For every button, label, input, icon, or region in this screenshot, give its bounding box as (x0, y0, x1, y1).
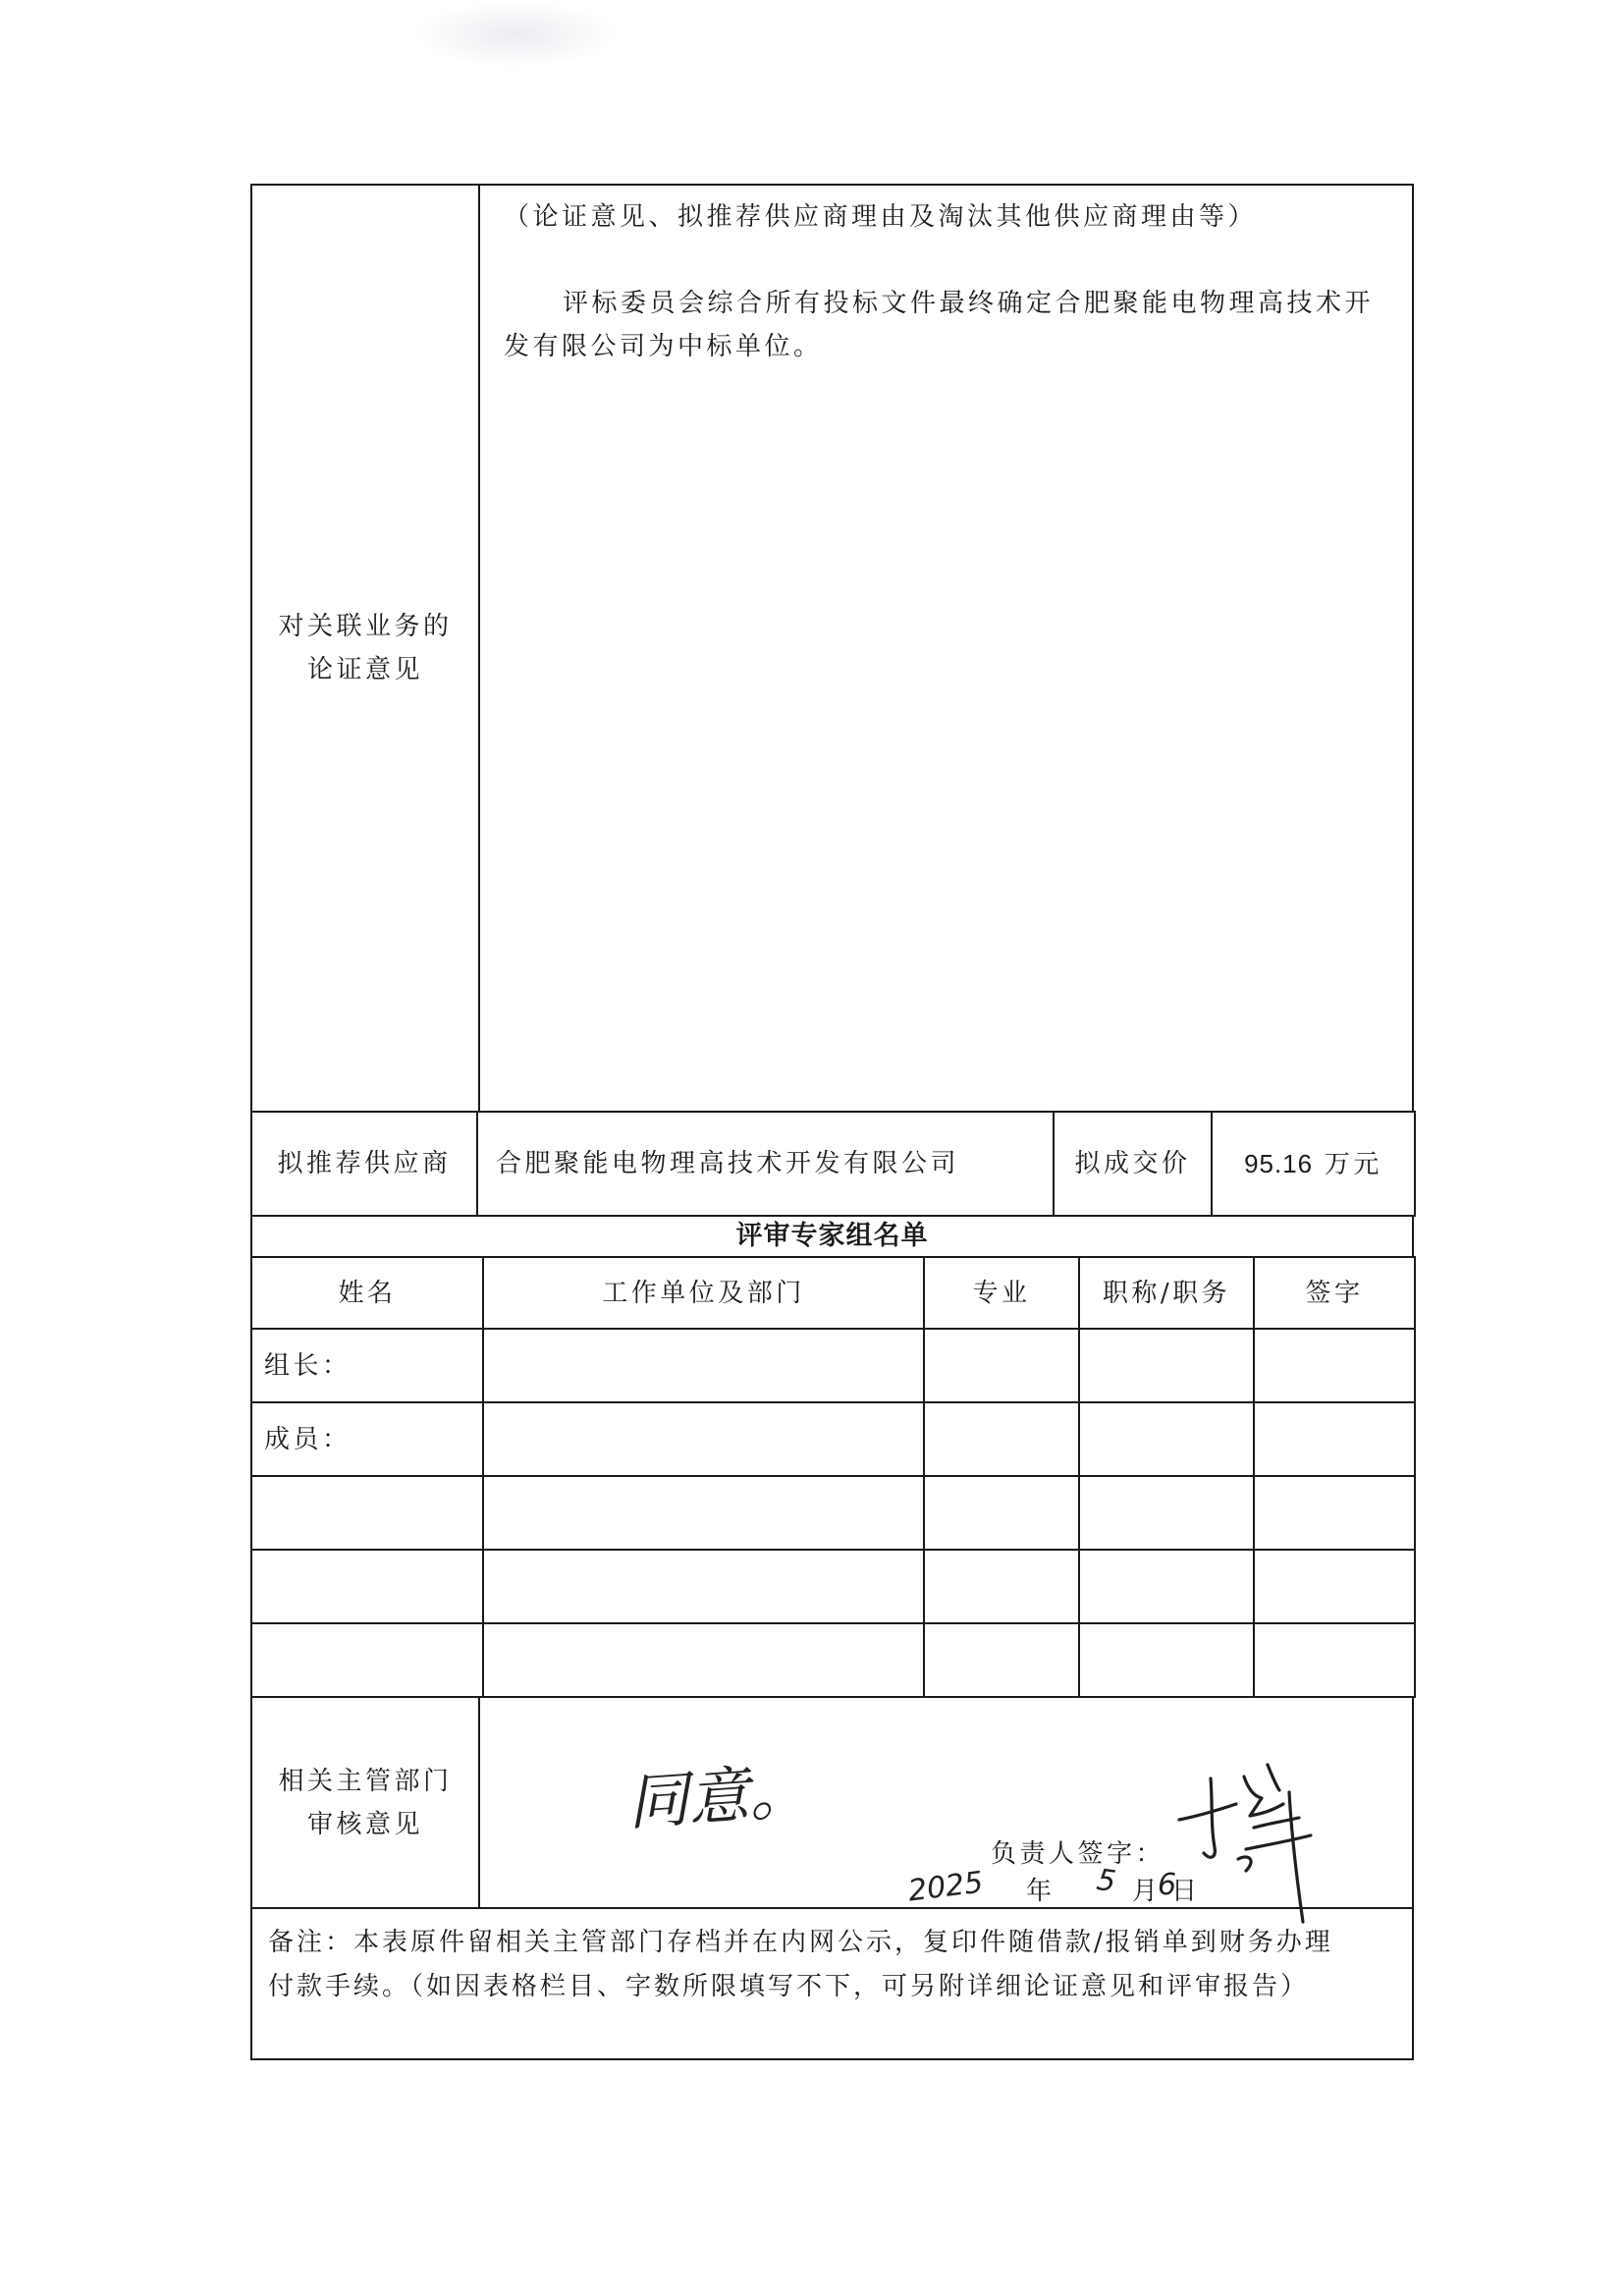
expert-name-cell (251, 1476, 483, 1550)
expert-specialty-cell (924, 1550, 1079, 1623)
handwritten-approval-comment: 同意。 (624, 1754, 813, 1839)
expert-unit-cell (483, 1476, 924, 1550)
table-row (251, 1623, 1415, 1697)
supplier-row (251, 1112, 1415, 1216)
approval-label-cell (251, 1697, 479, 1908)
expert-unit-cell (483, 1402, 924, 1476)
note-row (251, 1908, 1413, 2059)
expert-name-cell (251, 1550, 483, 1623)
expert-title-cell (1079, 1476, 1254, 1550)
supplier-label: 拟推荐供应商 (251, 1112, 477, 1216)
handwritten-date-month: 5 (1094, 1862, 1118, 1900)
justification-paragraph-line-1: 评标委员会综合所有投标文件最终确定合肥聚能电物理高技术开 (563, 289, 1375, 318)
experts-title-row (251, 1216, 1413, 1257)
expert-signature-cell (1254, 1550, 1415, 1623)
approval-label-line-1: 相关主管部门 (278, 1766, 453, 1796)
date-day-unit: 日 (1171, 1877, 1201, 1906)
table-row (251, 1329, 1415, 1402)
scan-shadow (412, 0, 619, 69)
price-value: 95.16 (1244, 1148, 1314, 1178)
expert-title-cell (1079, 1623, 1254, 1697)
date-month-unit: 月 (1132, 1877, 1162, 1906)
expert-specialty-cell (924, 1623, 1079, 1697)
header-title: 职称/职务 (1079, 1257, 1254, 1329)
table-row (251, 1476, 1415, 1550)
expert-signature-cell (1254, 1329, 1415, 1402)
member-label: 成员： (251, 1402, 483, 1476)
supplier-section (250, 1111, 1416, 1217)
date-year-unit: 年 (1026, 1877, 1056, 1906)
table-row (251, 1402, 1415, 1476)
approval-row (251, 1697, 1413, 1908)
approval-label-line-2: 审核意见 (306, 1809, 423, 1839)
header-specialty: 专业 (924, 1257, 1079, 1329)
header-name: 姓名 (251, 1257, 483, 1329)
handwritten-date-day: 6 (1158, 1868, 1177, 1902)
expert-unit-cell (483, 1550, 924, 1623)
expert-specialty-cell (924, 1329, 1079, 1402)
experts-title-section (250, 1215, 1414, 1258)
supplier-name: 合肥聚能电物理高技术开发有限公司 (477, 1112, 1054, 1216)
expert-title-cell (1079, 1550, 1254, 1623)
expert-unit-cell (483, 1623, 924, 1697)
experts-header-row (251, 1257, 1415, 1329)
justification-section (250, 184, 1414, 1113)
approval-content-cell (479, 1697, 1413, 1908)
expert-unit-cell (483, 1329, 924, 1402)
expert-title-cell (1079, 1329, 1254, 1402)
signer-label: 负责人签字： (991, 1839, 1165, 1869)
price-cell (1212, 1112, 1415, 1216)
expert-specialty-cell (924, 1476, 1079, 1550)
expert-signature-cell (1254, 1476, 1415, 1550)
justification-paragraph-line-2: 发有限公司为中标单位。 (504, 332, 823, 361)
header-signature: 签字 (1254, 1257, 1415, 1329)
note-line-1: 备注：本表原件留相关主管部门存档并在内网公示，复印件随借款/报销单到财务办理 (268, 1928, 1333, 1957)
leader-label: 组长： (251, 1329, 483, 1402)
header-unit: 工作单位及部门 (483, 1257, 924, 1329)
expert-specialty-cell (924, 1402, 1079, 1476)
justification-content-cell (479, 185, 1413, 1112)
approval-section (250, 1696, 1414, 1909)
expert-title-cell (1079, 1402, 1254, 1476)
handwritten-signature (1171, 1757, 1328, 1926)
justification-row (251, 185, 1413, 1112)
expert-name-cell (251, 1623, 483, 1697)
justification-paragraph (504, 282, 1392, 368)
justification-label-line-1: 对关联业务的 (278, 612, 453, 641)
expert-signature-cell (1254, 1402, 1415, 1476)
justification-hint: （论证意见、拟推荐供应商理由及淘汰其他供应商理由等） (504, 202, 1258, 232)
procurement-form (250, 184, 1414, 2060)
handwritten-date-year: 2025 (906, 1865, 986, 1909)
expert-signature-cell (1254, 1623, 1415, 1697)
note-line-2: 付款手续。（如因表格栏目、字数所限填写不下，可另附详细论证意见和评审报告） (268, 1972, 1310, 2001)
experts-title: 评审专家组名单 (251, 1216, 1413, 1257)
justification-label-cell (251, 185, 479, 1112)
note-cell (251, 1908, 1413, 2059)
justification-label-line-2: 论证意见 (306, 655, 423, 684)
experts-table (250, 1256, 1416, 1698)
note-section (250, 1907, 1414, 2060)
price-label: 拟成交价 (1054, 1112, 1212, 1216)
table-row (251, 1550, 1415, 1623)
price-unit: 万元 (1324, 1149, 1382, 1179)
